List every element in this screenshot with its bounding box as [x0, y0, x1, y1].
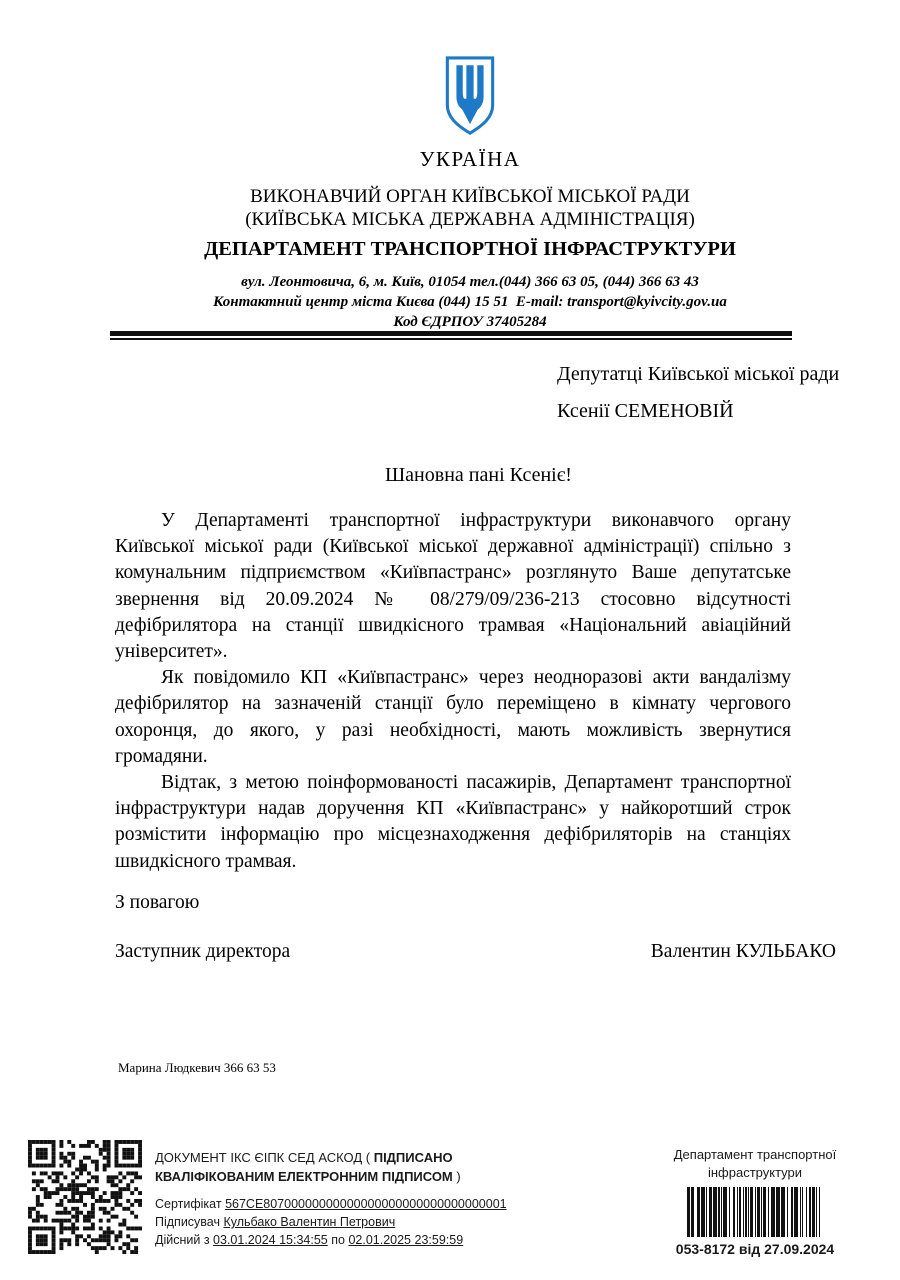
- address-line-2: Контактний центр міста Києва (044) 15 51 E-mail: transport@kyivcity.gov.ua: [213, 294, 727, 310]
- recipient-line-1: Депутатці Київської міської ради: [557, 363, 840, 385]
- org-line-1: ВИКОНАВЧИЙ ОРГАН КИЇВСЬКОЇ МІСЬКОЇ РАДИ: [250, 186, 690, 207]
- esign-system-suffix: ): [452, 1169, 461, 1184]
- qr-code: [28, 1140, 142, 1254]
- address-line-3: Код ЄДРПОУ 37405284: [393, 314, 547, 330]
- salutation: Шановна пані Ксеніє!: [385, 464, 572, 486]
- registration-org-line-2: інфраструктури: [707, 1165, 803, 1180]
- signature-row: [115, 941, 836, 963]
- validity-label: Дійсний з: [155, 1233, 210, 1247]
- validity-to: 02.01.2025 23:59:59: [348, 1233, 464, 1247]
- esign-system-prefix: ДОКУМЕНТ ІКС ЄІПК СЕД АСКОД (: [155, 1150, 374, 1165]
- department-title: ДЕПАРТАМЕНТ ТРАНСПОРТНОЇ ІНФРАСТРУКТУРИ: [204, 238, 736, 260]
- barcode: [685, 1187, 825, 1237]
- signer-label: Підписувач: [155, 1215, 220, 1229]
- body-paragraph: Як повідомило КП «Київпастранс» через неодноразові акти вандалізму дефібрилятор на зазначеній станції було переміщено в кімнату чергового охоронця, до якого, у разі необхідності, мають можливість звернутися громадяни.: [115, 667, 791, 767]
- executor-contact: Марина Людкевич 366 63 53: [118, 1060, 276, 1075]
- recipient-line-2: Ксенії СЕМЕНОВІЙ: [557, 400, 734, 422]
- letter-body: [115, 508, 791, 875]
- esign-system-line: [155, 1148, 567, 1186]
- signer-value: Кульбако Валентин Петрович: [223, 1215, 396, 1229]
- letterhead: [40, 54, 900, 332]
- body-paragraph: Відтак, з метою поінформованості пасажирів, Департамент транспортної інфраструктури надав доручення КП «Київпастранс» у найкоротший строк розмістити інформацію про місцезнаходження дефібриляторів на станціях швидкісного трамвая.: [115, 772, 791, 872]
- esign-certificate-line: [155, 1195, 567, 1213]
- registration-stamp: [648, 1146, 862, 1257]
- org-line-2: (КИЇВСЬКА МІСЬКА ДЕРЖАВНА АДМІНІСТРАЦІЯ): [245, 209, 695, 230]
- esign-validity-line: [155, 1231, 567, 1249]
- esign-signer-line: [155, 1213, 567, 1231]
- signer-position: Заступник директора: [115, 941, 291, 962]
- recipient-block: [557, 356, 839, 430]
- closing-phrase: З повагою: [115, 892, 200, 913]
- registration-number: 053-8172 від 27.09.2024: [675, 1241, 835, 1257]
- address-line-1: вул. Леонтовича, 6, м. Київ, 01054 тел.(044) 366 63 05, (044) 366 63 43: [241, 274, 699, 290]
- validity-conjunction: по: [331, 1233, 345, 1247]
- certificate-value: 567CE80700000000000000000000000000000001: [225, 1197, 507, 1211]
- validity-from: 03.01.2024 15:34:55: [213, 1233, 328, 1247]
- country-title: УКРАЇНА: [419, 147, 521, 171]
- esign-system-bold: ПІДПИСАНО КВАЛІФІКОВАНИМ ЕЛЕКТРОННИМ ПІДПИСОМ: [155, 1150, 453, 1184]
- ukraine-trident-emblem-icon: [441, 54, 499, 138]
- esignature-stamp: [28, 1140, 567, 1254]
- body-paragraph: У Департаменті транспортної інфраструктури виконавчого органу Київської міської ради (Київської міської державної адміністрації) спільно з комунальним підприємством «Київпастранс» розглянуто Ваше депутатське звернення від 20.09.2024 № 08/279/09/236-213 стосовно відсутності дефібрилятора на станції швидкісного трамвая «Національний авіаційний університет».: [115, 510, 791, 663]
- registration-org-line-1: Департамент транспортної: [673, 1147, 837, 1162]
- signer-name: Валентин КУЛЬБАКО: [650, 941, 836, 962]
- certificate-label: Сертифікат: [155, 1197, 222, 1211]
- letterhead-divider: [110, 331, 792, 340]
